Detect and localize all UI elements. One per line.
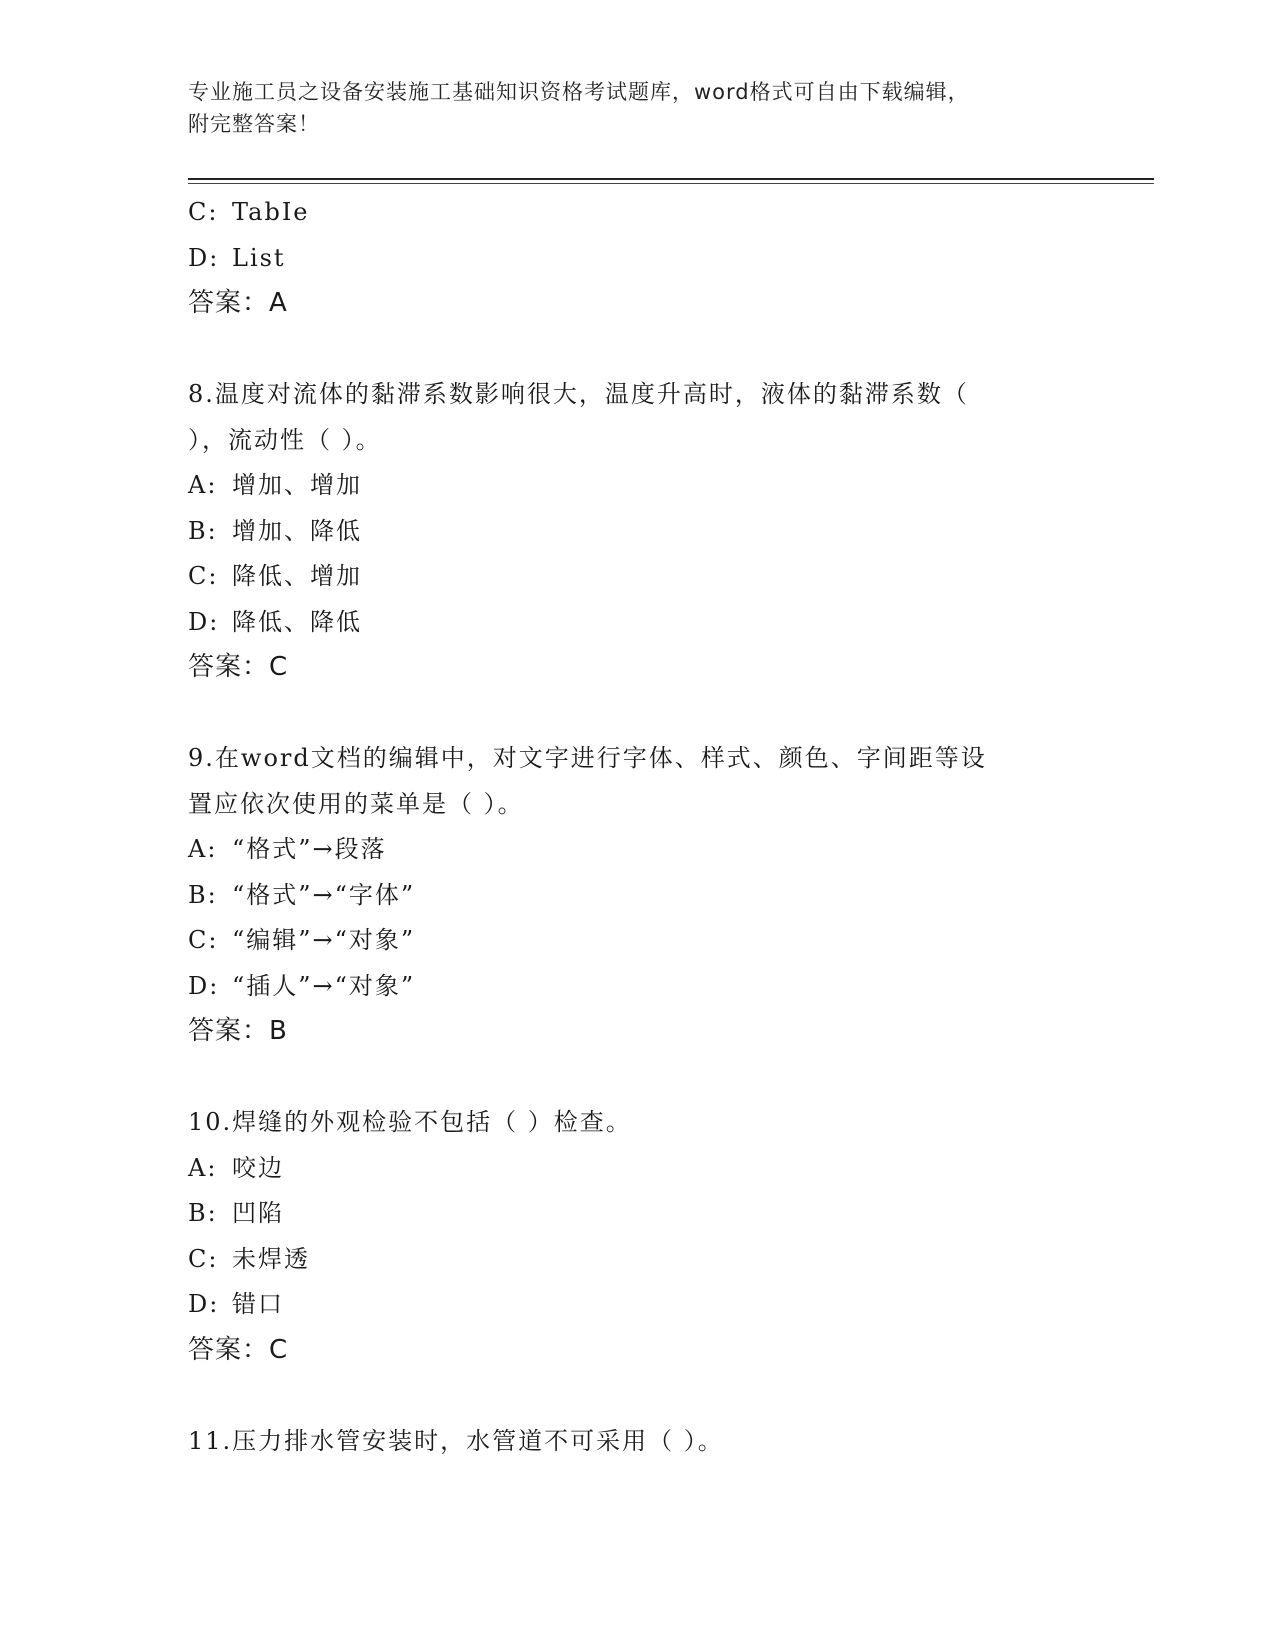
- option-label: C:: [188, 926, 219, 954]
- option-d: [188, 600, 1088, 646]
- answer-line: 答案：A: [188, 288, 288, 318]
- answer-line: 答案：C: [188, 652, 289, 682]
- answer-line: 答案：C: [188, 1334, 289, 1365]
- option-b: [188, 509, 1088, 555]
- answer-line: 答案：B: [188, 1016, 288, 1046]
- option-label: D:: [188, 607, 220, 636]
- option-text: 增加、降低: [232, 516, 362, 545]
- question-11: [188, 1419, 1088, 1465]
- option-a: [188, 1146, 1088, 1192]
- option-text: “插人”→“对象”: [232, 971, 416, 1000]
- option-d: [188, 1282, 1088, 1328]
- option-c: [188, 918, 1088, 964]
- spacer: [188, 327, 1088, 373]
- option-text: List: [232, 243, 286, 272]
- option-label: D:: [188, 971, 220, 1000]
- option-label: C:: [188, 1244, 219, 1273]
- question-9: [188, 736, 1088, 1055]
- option-text: 未焊透: [232, 1244, 310, 1273]
- spacer: [188, 691, 1088, 737]
- option-c: [188, 190, 1088, 236]
- document-header: [188, 76, 1068, 140]
- option-label: B:: [188, 880, 218, 909]
- option-text: 错口: [232, 1290, 284, 1318]
- option-a: [188, 827, 1088, 873]
- option-c: [188, 1237, 1088, 1283]
- option-a: [188, 463, 1088, 509]
- option-d: [188, 964, 1088, 1010]
- header-line-2: 附完整答案！: [188, 112, 320, 136]
- option-text: “格式”→段落: [232, 835, 387, 863]
- question-8: [188, 372, 1088, 691]
- question-stem: 11.压力排水管安装时，水管道不可采用（ ）。: [188, 1426, 724, 1455]
- option-text: 降低、增加: [232, 562, 362, 590]
- question-stem-continued: ），流动性（ ）。: [188, 425, 382, 454]
- option-label: B:: [188, 1199, 218, 1227]
- header-divider-thin: [188, 183, 1154, 184]
- option-label: A:: [188, 471, 218, 499]
- option-text: 降低、降低: [232, 607, 362, 636]
- option-label: A:: [188, 835, 218, 863]
- option-text: “格式”→“字体”: [232, 880, 416, 909]
- option-text: 凹陷: [232, 1199, 284, 1227]
- option-label: A:: [188, 1153, 218, 1182]
- question-stem: 10.焊缝的外观检验不包括（ ）检查。: [188, 1108, 632, 1136]
- option-c: [188, 554, 1088, 600]
- question-stem: 9.在word文档的编辑中，对文字进行字体、样式、颜色、字间距等设: [188, 744, 987, 772]
- header-line-1: 专业施工员之设备安装施工基础知识资格考试题库，word格式可自由下载编辑，: [188, 80, 970, 104]
- spacer: [188, 1055, 1088, 1101]
- option-label: C:: [188, 562, 219, 590]
- option-text: 增加、增加: [232, 471, 362, 499]
- question-10: [188, 1100, 1088, 1373]
- header-divider-thick: [188, 178, 1154, 180]
- option-label: D:: [188, 243, 220, 272]
- option-label: C:: [188, 198, 219, 226]
- option-b: [188, 1191, 1088, 1237]
- option-text: TabIe: [232, 198, 310, 226]
- option-text: 咬边: [232, 1153, 284, 1182]
- option-text: “编辑”→“对象”: [232, 926, 416, 954]
- question-stem-continued: 置应依次使用的菜单是（ ）。: [188, 789, 524, 818]
- option-label: D:: [188, 1290, 220, 1318]
- question-stem: 8.温度对流体的黏滞系数影响很大，温度升高时，液体的黏滞系数（: [188, 380, 969, 408]
- option-d: [188, 236, 1088, 282]
- spacer: [188, 1373, 1088, 1419]
- option-label: B:: [188, 516, 218, 545]
- option-b: [188, 873, 1088, 919]
- question-7: [188, 190, 1088, 327]
- question-content: [188, 190, 1088, 1464]
